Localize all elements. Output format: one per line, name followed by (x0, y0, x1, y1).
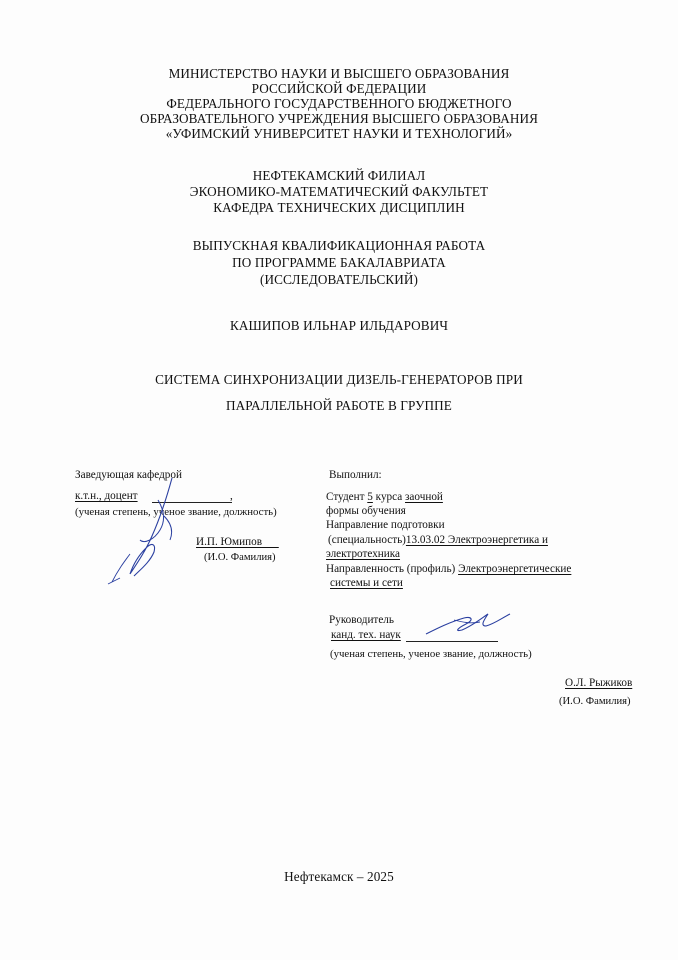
ministry-line-2: РОССИЙСКОЙ ФЕДЕРАЦИИ (251, 81, 427, 96)
direction-label: Направление подготовки (326, 519, 445, 531)
profile-value-2-line (330, 577, 403, 590)
performer-label: Выполнил: (329, 469, 382, 481)
head-name-caption: (И.О. Фамилия) (204, 552, 276, 563)
department-name: КАФЕДРА ТЕХНИЧЕСКИХ ДИСЦИПЛИН (213, 200, 465, 215)
head-degree-trail: , (230, 490, 233, 502)
direction-line (328, 534, 548, 547)
supervisor-degree-field (331, 629, 401, 642)
profile-line (326, 563, 571, 576)
supervisor-name-caption: (И.О. Фамилия) (559, 696, 631, 707)
author-name: КАШИПОВ ИЛЬНАР ИЛЬДАРОВИЧ (229, 318, 448, 333)
work-type-line-3: (ИССЛЕДОВАТЕЛЬСКИЙ) (259, 272, 419, 287)
student-course-line (326, 491, 443, 504)
study-form-value: заочной (405, 491, 443, 503)
direction-value-2: электротехника (326, 548, 401, 560)
supervisor-blank-line (406, 641, 498, 642)
study-form-suffix: формы обучения (326, 505, 406, 517)
university-name: «УФИМСКИЙ УНИВЕРСИТЕТ НАУКИ И ТЕХНОЛОГИЙ» (165, 126, 513, 141)
supervisor-name-field (565, 677, 632, 690)
faculty-name: ЭКОНОМИКО-МАТЕМАТИЧЕСКИЙ ФАКУЛЬТЕТ (189, 184, 489, 199)
direction-value-1: 13.03.02 Электроэнергетика и (405, 534, 548, 546)
work-type-line-2: ПО ПРОГРАММЕ БАКАЛАВРИАТА (232, 255, 446, 270)
supervisor-label: Руководитель (329, 614, 394, 626)
ministry-line-1: МИНИСТЕРСТВО НАУКИ И ВЫСШЕГО ОБРАЗОВАНИЯ (168, 66, 510, 81)
city-year: Нефтекамск – 2025 (284, 869, 394, 884)
head-signature (100, 470, 210, 585)
head-degree-caption: (ученая степень, ученое звание, должность) (75, 506, 277, 518)
branch-name: НЕФТЕКАМСКИЙ ФИЛИАЛ (252, 168, 426, 183)
thesis-title-line-2: ПАРАЛЛЕЛЬНОЙ РАБОТЕ В ГРУППЕ (226, 398, 452, 413)
supervisor-degree-value: канд. тех. наук (331, 629, 401, 641)
head-name-value: И.П. Юмипов (196, 536, 262, 548)
institution-line-2: ОБРАЗОВАТЕЛЬНОГО УЧРЕЖДЕНИЯ ВЫСШЕГО ОБРАЗОВАНИЯ (140, 111, 538, 126)
direction-prefix: (специальность) (328, 534, 406, 546)
course-word: курса (375, 491, 403, 503)
supervisor-degree-caption: (ученая степень, ученое звание, должность) (330, 648, 532, 660)
institution-line-1: ФЕДЕРАЛЬНОГО ГОСУДАРСТВЕННОГО БЮДЖЕТНОГО (166, 96, 512, 111)
supervisor-signature (424, 608, 514, 640)
work-type-line-1: ВЫПУСКНАЯ КВАЛИФИКАЦИОННАЯ РАБОТА (192, 238, 486, 253)
profile-value-1: Электроэнергетические (458, 563, 572, 575)
student-prefix: Студент (326, 491, 365, 503)
direction-value-2-line (326, 548, 400, 561)
supervisor-name-value: О.Л. Рыжиков (565, 677, 633, 689)
course-value: 5 (367, 491, 373, 503)
profile-prefix: Направленность (профиль) (326, 563, 456, 575)
head-of-department-label: Заведующая кафедрой (75, 469, 182, 481)
thesis-title-line-1: СИСТЕМА СИНХРОНИЗАЦИИ ДИЗЕЛЬ-ГЕНЕРАТОРОВ ПРИ (155, 372, 523, 387)
head-degree-value: к.т.н., доцент (75, 490, 138, 502)
profile-value-2: системы и сети (330, 577, 403, 589)
